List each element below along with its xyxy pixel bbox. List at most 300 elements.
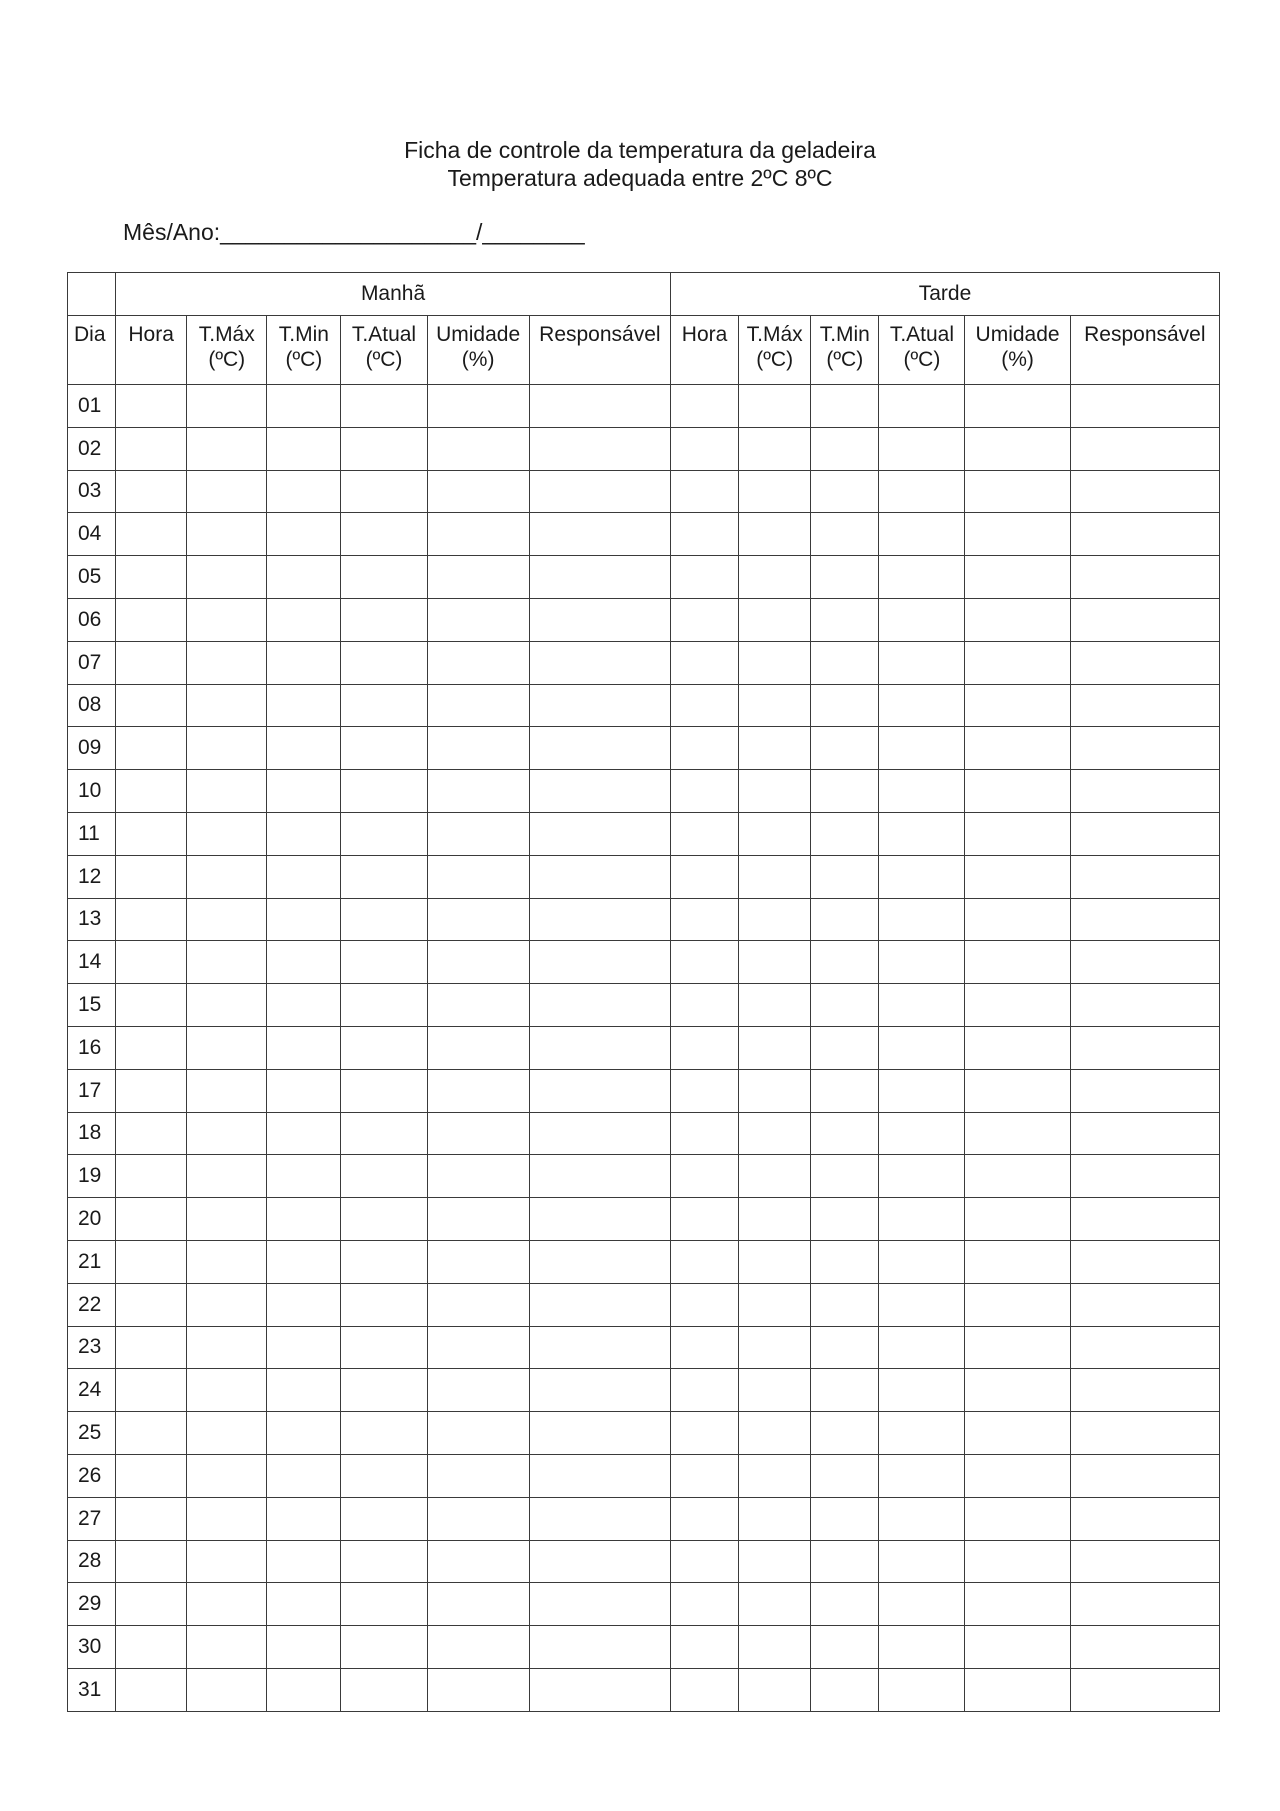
entry-cell-t-atual-manha[interactable]: [341, 513, 427, 556]
entry-cell-t-atual-manha[interactable]: [341, 641, 427, 684]
entry-cell-t-min-manha[interactable]: [267, 641, 341, 684]
entry-cell-umidade-manha[interactable]: [427, 727, 529, 770]
entry-cell-hora-manha[interactable]: [116, 812, 187, 855]
entry-cell-t-min-tarde[interactable]: [811, 1326, 879, 1369]
entry-cell-t-max-tarde[interactable]: [739, 1326, 811, 1369]
entry-cell-t-min-tarde[interactable]: [811, 770, 879, 813]
entry-cell-responsavel-tarde[interactable]: [1070, 770, 1219, 813]
entry-cell-t-max-tarde[interactable]: [739, 984, 811, 1027]
entry-cell-t-max-tarde[interactable]: [739, 1540, 811, 1583]
entry-cell-umidade-tarde[interactable]: [965, 812, 1070, 855]
entry-cell-hora-manha[interactable]: [116, 1155, 187, 1198]
entry-cell-t-max-manha[interactable]: [187, 941, 267, 984]
entry-cell-hora-manha[interactable]: [116, 770, 187, 813]
entry-cell-t-max-manha[interactable]: [187, 470, 267, 513]
entry-cell-hora-manha[interactable]: [116, 1112, 187, 1155]
entry-cell-hora-tarde[interactable]: [671, 513, 739, 556]
entry-cell-t-min-tarde[interactable]: [811, 427, 879, 470]
entry-cell-responsavel-tarde[interactable]: [1070, 598, 1219, 641]
entry-cell-t-min-manha[interactable]: [267, 1112, 341, 1155]
entry-cell-t-atual-manha[interactable]: [341, 1497, 427, 1540]
entry-cell-t-atual-tarde[interactable]: [879, 470, 965, 513]
entry-cell-t-max-manha[interactable]: [187, 1026, 267, 1069]
entry-cell-t-min-tarde[interactable]: [811, 684, 879, 727]
entry-cell-responsavel-tarde[interactable]: [1070, 727, 1219, 770]
entry-cell-t-min-manha[interactable]: [267, 1155, 341, 1198]
entry-cell-t-min-tarde[interactable]: [811, 1497, 879, 1540]
entry-cell-umidade-tarde[interactable]: [965, 1626, 1070, 1669]
entry-cell-t-min-tarde[interactable]: [811, 1369, 879, 1412]
entry-cell-t-max-tarde[interactable]: [739, 641, 811, 684]
entry-cell-t-min-tarde[interactable]: [811, 1026, 879, 1069]
entry-cell-umidade-tarde[interactable]: [965, 1369, 1070, 1412]
entry-cell-t-max-manha[interactable]: [187, 1283, 267, 1326]
entry-cell-umidade-manha[interactable]: [427, 941, 529, 984]
entry-cell-responsavel-manha[interactable]: [529, 1240, 670, 1283]
entry-cell-t-min-tarde[interactable]: [811, 1155, 879, 1198]
entry-cell-t-atual-tarde[interactable]: [879, 1326, 965, 1369]
entry-cell-t-max-manha[interactable]: [187, 1369, 267, 1412]
entry-cell-t-min-tarde[interactable]: [811, 470, 879, 513]
entry-cell-t-max-manha[interactable]: [187, 812, 267, 855]
entry-cell-hora-tarde[interactable]: [671, 641, 739, 684]
entry-cell-umidade-manha[interactable]: [427, 427, 529, 470]
entry-cell-umidade-manha[interactable]: [427, 855, 529, 898]
entry-cell-t-min-manha[interactable]: [267, 513, 341, 556]
entry-cell-hora-manha[interactable]: [116, 1240, 187, 1283]
entry-cell-t-min-tarde[interactable]: [811, 1069, 879, 1112]
entry-cell-t-atual-manha[interactable]: [341, 727, 427, 770]
entry-cell-hora-tarde[interactable]: [671, 1240, 739, 1283]
entry-cell-t-min-tarde[interactable]: [811, 812, 879, 855]
entry-cell-t-atual-tarde[interactable]: [879, 556, 965, 599]
entry-cell-responsavel-manha[interactable]: [529, 1412, 670, 1455]
entry-cell-hora-manha[interactable]: [116, 513, 187, 556]
entry-cell-hora-manha[interactable]: [116, 1497, 187, 1540]
entry-cell-t-min-tarde[interactable]: [811, 385, 879, 428]
entry-cell-responsavel-manha[interactable]: [529, 1583, 670, 1626]
entry-cell-umidade-tarde[interactable]: [965, 1497, 1070, 1540]
entry-cell-umidade-tarde[interactable]: [965, 855, 1070, 898]
entry-cell-hora-manha[interactable]: [116, 984, 187, 1027]
entry-cell-t-min-manha[interactable]: [267, 427, 341, 470]
entry-cell-umidade-tarde[interactable]: [965, 1412, 1070, 1455]
entry-cell-hora-tarde[interactable]: [671, 427, 739, 470]
entry-cell-t-min-manha[interactable]: [267, 598, 341, 641]
entry-cell-responsavel-tarde[interactable]: [1070, 1540, 1219, 1583]
entry-cell-hora-manha[interactable]: [116, 1283, 187, 1326]
entry-cell-responsavel-manha[interactable]: [529, 598, 670, 641]
entry-cell-hora-tarde[interactable]: [671, 1155, 739, 1198]
entry-cell-t-max-manha[interactable]: [187, 641, 267, 684]
entry-cell-responsavel-manha[interactable]: [529, 1155, 670, 1198]
entry-cell-umidade-tarde[interactable]: [965, 1155, 1070, 1198]
entry-cell-umidade-manha[interactable]: [427, 556, 529, 599]
entry-cell-t-min-manha[interactable]: [267, 727, 341, 770]
entry-cell-t-atual-manha[interactable]: [341, 1668, 427, 1711]
entry-cell-responsavel-manha[interactable]: [529, 941, 670, 984]
entry-cell-t-max-tarde[interactable]: [739, 1283, 811, 1326]
entry-cell-responsavel-manha[interactable]: [529, 556, 670, 599]
entry-cell-hora-manha[interactable]: [116, 385, 187, 428]
entry-cell-t-max-tarde[interactable]: [739, 470, 811, 513]
entry-cell-t-atual-manha[interactable]: [341, 385, 427, 428]
entry-cell-umidade-manha[interactable]: [427, 470, 529, 513]
entry-cell-umidade-tarde[interactable]: [965, 1540, 1070, 1583]
entry-cell-hora-tarde[interactable]: [671, 812, 739, 855]
entry-cell-t-max-manha[interactable]: [187, 1540, 267, 1583]
entry-cell-umidade-manha[interactable]: [427, 1326, 529, 1369]
entry-cell-hora-manha[interactable]: [116, 1583, 187, 1626]
entry-cell-t-max-manha[interactable]: [187, 1069, 267, 1112]
entry-cell-responsavel-tarde[interactable]: [1070, 898, 1219, 941]
entry-cell-t-min-tarde[interactable]: [811, 1240, 879, 1283]
entry-cell-t-max-tarde[interactable]: [739, 598, 811, 641]
entry-cell-t-min-tarde[interactable]: [811, 1412, 879, 1455]
entry-cell-t-max-manha[interactable]: [187, 427, 267, 470]
entry-cell-t-max-manha[interactable]: [187, 1497, 267, 1540]
entry-cell-t-atual-tarde[interactable]: [879, 1283, 965, 1326]
entry-cell-responsavel-tarde[interactable]: [1070, 941, 1219, 984]
entry-cell-t-atual-tarde[interactable]: [879, 727, 965, 770]
entry-cell-responsavel-tarde[interactable]: [1070, 1626, 1219, 1669]
entry-cell-responsavel-manha[interactable]: [529, 1069, 670, 1112]
entry-cell-umidade-tarde[interactable]: [965, 385, 1070, 428]
entry-cell-umidade-manha[interactable]: [427, 1283, 529, 1326]
entry-cell-umidade-manha[interactable]: [427, 1369, 529, 1412]
entry-cell-umidade-tarde[interactable]: [965, 470, 1070, 513]
entry-cell-umidade-manha[interactable]: [427, 385, 529, 428]
entry-cell-t-max-manha[interactable]: [187, 770, 267, 813]
entry-cell-hora-tarde[interactable]: [671, 727, 739, 770]
entry-cell-umidade-manha[interactable]: [427, 1240, 529, 1283]
entry-cell-responsavel-manha[interactable]: [529, 1626, 670, 1669]
entry-cell-t-min-manha[interactable]: [267, 1454, 341, 1497]
entry-cell-hora-manha[interactable]: [116, 727, 187, 770]
entry-cell-t-max-tarde[interactable]: [739, 770, 811, 813]
entry-cell-t-atual-tarde[interactable]: [879, 598, 965, 641]
entry-cell-t-min-tarde[interactable]: [811, 641, 879, 684]
entry-cell-hora-tarde[interactable]: [671, 1583, 739, 1626]
entry-cell-hora-tarde[interactable]: [671, 1198, 739, 1241]
entry-cell-t-max-manha[interactable]: [187, 1668, 267, 1711]
entry-cell-hora-tarde[interactable]: [671, 1454, 739, 1497]
entry-cell-t-atual-tarde[interactable]: [879, 684, 965, 727]
entry-cell-t-max-manha[interactable]: [187, 385, 267, 428]
entry-cell-umidade-manha[interactable]: [427, 641, 529, 684]
entry-cell-t-atual-tarde[interactable]: [879, 427, 965, 470]
entry-cell-t-min-manha[interactable]: [267, 984, 341, 1027]
entry-cell-responsavel-manha[interactable]: [529, 427, 670, 470]
entry-cell-t-atual-manha[interactable]: [341, 1155, 427, 1198]
entry-cell-t-atual-tarde[interactable]: [879, 1583, 965, 1626]
entry-cell-responsavel-tarde[interactable]: [1070, 1454, 1219, 1497]
entry-cell-t-atual-manha[interactable]: [341, 898, 427, 941]
entry-cell-umidade-manha[interactable]: [427, 1454, 529, 1497]
entry-cell-umidade-tarde[interactable]: [965, 1198, 1070, 1241]
entry-cell-umidade-tarde[interactable]: [965, 727, 1070, 770]
entry-cell-hora-tarde[interactable]: [671, 470, 739, 513]
entry-cell-umidade-tarde[interactable]: [965, 1326, 1070, 1369]
entry-cell-umidade-tarde[interactable]: [965, 513, 1070, 556]
entry-cell-umidade-manha[interactable]: [427, 684, 529, 727]
entry-cell-responsavel-manha[interactable]: [529, 1112, 670, 1155]
entry-cell-t-atual-manha[interactable]: [341, 812, 427, 855]
entry-cell-hora-manha[interactable]: [116, 1668, 187, 1711]
entry-cell-umidade-manha[interactable]: [427, 770, 529, 813]
entry-cell-umidade-manha[interactable]: [427, 598, 529, 641]
entry-cell-t-min-tarde[interactable]: [811, 1454, 879, 1497]
entry-cell-responsavel-manha[interactable]: [529, 855, 670, 898]
entry-cell-umidade-manha[interactable]: [427, 1069, 529, 1112]
entry-cell-t-max-tarde[interactable]: [739, 855, 811, 898]
entry-cell-t-min-manha[interactable]: [267, 684, 341, 727]
entry-cell-responsavel-tarde[interactable]: [1070, 1326, 1219, 1369]
entry-cell-responsavel-manha[interactable]: [529, 641, 670, 684]
entry-cell-t-max-tarde[interactable]: [739, 1668, 811, 1711]
entry-cell-t-atual-manha[interactable]: [341, 984, 427, 1027]
entry-cell-responsavel-manha[interactable]: [529, 1497, 670, 1540]
entry-cell-umidade-tarde[interactable]: [965, 598, 1070, 641]
entry-cell-t-atual-tarde[interactable]: [879, 1069, 965, 1112]
entry-cell-t-min-tarde[interactable]: [811, 727, 879, 770]
entry-cell-t-atual-tarde[interactable]: [879, 855, 965, 898]
entry-cell-t-max-tarde[interactable]: [739, 1026, 811, 1069]
entry-cell-hora-tarde[interactable]: [671, 1369, 739, 1412]
entry-cell-t-atual-manha[interactable]: [341, 470, 427, 513]
entry-cell-t-max-tarde[interactable]: [739, 427, 811, 470]
entry-cell-hora-manha[interactable]: [116, 470, 187, 513]
entry-cell-hora-tarde[interactable]: [671, 556, 739, 599]
entry-cell-t-min-manha[interactable]: [267, 385, 341, 428]
entry-cell-t-min-manha[interactable]: [267, 812, 341, 855]
entry-cell-responsavel-tarde[interactable]: [1070, 1240, 1219, 1283]
entry-cell-hora-tarde[interactable]: [671, 385, 739, 428]
entry-cell-hora-manha[interactable]: [116, 556, 187, 599]
entry-cell-hora-manha[interactable]: [116, 1626, 187, 1669]
entry-cell-t-atual-manha[interactable]: [341, 1283, 427, 1326]
entry-cell-t-min-tarde[interactable]: [811, 598, 879, 641]
entry-cell-hora-manha[interactable]: [116, 641, 187, 684]
entry-cell-umidade-manha[interactable]: [427, 984, 529, 1027]
entry-cell-hora-tarde[interactable]: [671, 1540, 739, 1583]
entry-cell-umidade-manha[interactable]: [427, 812, 529, 855]
entry-cell-t-atual-tarde[interactable]: [879, 1412, 965, 1455]
entry-cell-responsavel-tarde[interactable]: [1070, 855, 1219, 898]
entry-cell-t-min-manha[interactable]: [267, 770, 341, 813]
entry-cell-t-atual-tarde[interactable]: [879, 1112, 965, 1155]
entry-cell-t-max-manha[interactable]: [187, 898, 267, 941]
entry-cell-umidade-tarde[interactable]: [965, 770, 1070, 813]
entry-cell-responsavel-tarde[interactable]: [1070, 641, 1219, 684]
entry-cell-t-atual-tarde[interactable]: [879, 941, 965, 984]
entry-cell-responsavel-tarde[interactable]: [1070, 470, 1219, 513]
entry-cell-t-atual-tarde[interactable]: [879, 1026, 965, 1069]
entry-cell-umidade-tarde[interactable]: [965, 1112, 1070, 1155]
entry-cell-umidade-tarde[interactable]: [965, 1283, 1070, 1326]
entry-cell-t-max-manha[interactable]: [187, 1240, 267, 1283]
entry-cell-responsavel-manha[interactable]: [529, 1454, 670, 1497]
entry-cell-t-max-tarde[interactable]: [739, 684, 811, 727]
entry-cell-t-atual-tarde[interactable]: [879, 1369, 965, 1412]
entry-cell-hora-tarde[interactable]: [671, 1326, 739, 1369]
entry-cell-t-min-manha[interactable]: [267, 1497, 341, 1540]
entry-cell-umidade-manha[interactable]: [427, 1626, 529, 1669]
entry-cell-t-min-tarde[interactable]: [811, 984, 879, 1027]
entry-cell-t-min-manha[interactable]: [267, 1283, 341, 1326]
entry-cell-t-atual-manha[interactable]: [341, 598, 427, 641]
entry-cell-t-min-manha[interactable]: [267, 1626, 341, 1669]
entry-cell-t-max-manha[interactable]: [187, 984, 267, 1027]
entry-cell-t-max-tarde[interactable]: [739, 1412, 811, 1455]
entry-cell-umidade-tarde[interactable]: [965, 1240, 1070, 1283]
entry-cell-responsavel-manha[interactable]: [529, 1198, 670, 1241]
entry-cell-hora-tarde[interactable]: [671, 855, 739, 898]
entry-cell-t-atual-manha[interactable]: [341, 1454, 427, 1497]
entry-cell-t-atual-manha[interactable]: [341, 684, 427, 727]
entry-cell-t-max-tarde[interactable]: [739, 513, 811, 556]
entry-cell-responsavel-manha[interactable]: [529, 770, 670, 813]
entry-cell-hora-manha[interactable]: [116, 1412, 187, 1455]
entry-cell-t-max-tarde[interactable]: [739, 898, 811, 941]
entry-cell-umidade-tarde[interactable]: [965, 684, 1070, 727]
entry-cell-t-atual-manha[interactable]: [341, 1326, 427, 1369]
entry-cell-responsavel-tarde[interactable]: [1070, 1069, 1219, 1112]
entry-cell-responsavel-tarde[interactable]: [1070, 1668, 1219, 1711]
entry-cell-umidade-manha[interactable]: [427, 1198, 529, 1241]
entry-cell-umidade-manha[interactable]: [427, 1668, 529, 1711]
entry-cell-t-max-tarde[interactable]: [739, 1155, 811, 1198]
entry-cell-hora-manha[interactable]: [116, 855, 187, 898]
entry-cell-responsavel-tarde[interactable]: [1070, 684, 1219, 727]
entry-cell-t-max-manha[interactable]: [187, 598, 267, 641]
entry-cell-umidade-tarde[interactable]: [965, 1668, 1070, 1711]
entry-cell-hora-manha[interactable]: [116, 1369, 187, 1412]
entry-cell-umidade-manha[interactable]: [427, 1026, 529, 1069]
entry-cell-hora-tarde[interactable]: [671, 1412, 739, 1455]
entry-cell-hora-tarde[interactable]: [671, 684, 739, 727]
entry-cell-umidade-tarde[interactable]: [965, 641, 1070, 684]
entry-cell-t-atual-tarde[interactable]: [879, 385, 965, 428]
entry-cell-umidade-manha[interactable]: [427, 1583, 529, 1626]
entry-cell-t-atual-tarde[interactable]: [879, 513, 965, 556]
entry-cell-responsavel-tarde[interactable]: [1070, 385, 1219, 428]
entry-cell-t-min-tarde[interactable]: [811, 898, 879, 941]
entry-cell-t-atual-tarde[interactable]: [879, 1454, 965, 1497]
entry-cell-t-min-manha[interactable]: [267, 1369, 341, 1412]
entry-cell-t-atual-tarde[interactable]: [879, 898, 965, 941]
entry-cell-responsavel-manha[interactable]: [529, 385, 670, 428]
entry-cell-umidade-tarde[interactable]: [965, 1583, 1070, 1626]
entry-cell-umidade-tarde[interactable]: [965, 941, 1070, 984]
entry-cell-t-min-tarde[interactable]: [811, 1540, 879, 1583]
entry-cell-umidade-tarde[interactable]: [965, 898, 1070, 941]
entry-cell-t-atual-tarde[interactable]: [879, 1240, 965, 1283]
entry-cell-responsavel-tarde[interactable]: [1070, 556, 1219, 599]
entry-cell-responsavel-tarde[interactable]: [1070, 1369, 1219, 1412]
entry-cell-responsavel-manha[interactable]: [529, 1369, 670, 1412]
entry-cell-t-atual-manha[interactable]: [341, 1198, 427, 1241]
entry-cell-umidade-manha[interactable]: [427, 1155, 529, 1198]
entry-cell-t-min-tarde[interactable]: [811, 556, 879, 599]
entry-cell-t-atual-tarde[interactable]: [879, 770, 965, 813]
entry-cell-t-max-tarde[interactable]: [739, 385, 811, 428]
entry-cell-t-min-manha[interactable]: [267, 1326, 341, 1369]
entry-cell-hora-tarde[interactable]: [671, 898, 739, 941]
entry-cell-t-max-manha[interactable]: [187, 727, 267, 770]
entry-cell-t-atual-tarde[interactable]: [879, 812, 965, 855]
entry-cell-responsavel-manha[interactable]: [529, 984, 670, 1027]
entry-cell-responsavel-tarde[interactable]: [1070, 1497, 1219, 1540]
entry-cell-t-atual-manha[interactable]: [341, 1583, 427, 1626]
entry-cell-hora-manha[interactable]: [116, 1198, 187, 1241]
entry-cell-hora-manha[interactable]: [116, 898, 187, 941]
entry-cell-t-atual-manha[interactable]: [341, 1412, 427, 1455]
entry-cell-responsavel-tarde[interactable]: [1070, 513, 1219, 556]
entry-cell-t-max-tarde[interactable]: [739, 1112, 811, 1155]
entry-cell-t-max-tarde[interactable]: [739, 1198, 811, 1241]
entry-cell-t-atual-tarde[interactable]: [879, 1540, 965, 1583]
entry-cell-responsavel-manha[interactable]: [529, 1026, 670, 1069]
entry-cell-t-max-tarde[interactable]: [739, 727, 811, 770]
entry-cell-t-max-tarde[interactable]: [739, 812, 811, 855]
entry-cell-umidade-tarde[interactable]: [965, 1454, 1070, 1497]
entry-cell-hora-tarde[interactable]: [671, 941, 739, 984]
entry-cell-t-atual-tarde[interactable]: [879, 1497, 965, 1540]
entry-cell-t-atual-manha[interactable]: [341, 1369, 427, 1412]
entry-cell-t-min-tarde[interactable]: [811, 1583, 879, 1626]
entry-cell-responsavel-tarde[interactable]: [1070, 812, 1219, 855]
entry-cell-t-atual-manha[interactable]: [341, 1540, 427, 1583]
entry-cell-t-atual-manha[interactable]: [341, 770, 427, 813]
entry-cell-t-min-tarde[interactable]: [811, 855, 879, 898]
entry-cell-hora-tarde[interactable]: [671, 1497, 739, 1540]
entry-cell-t-atual-manha[interactable]: [341, 1026, 427, 1069]
entry-cell-t-max-manha[interactable]: [187, 1155, 267, 1198]
entry-cell-t-max-tarde[interactable]: [739, 1454, 811, 1497]
entry-cell-hora-manha[interactable]: [116, 1326, 187, 1369]
entry-cell-responsavel-tarde[interactable]: [1070, 1026, 1219, 1069]
entry-cell-responsavel-manha[interactable]: [529, 812, 670, 855]
entry-cell-responsavel-manha[interactable]: [529, 1326, 670, 1369]
entry-cell-umidade-manha[interactable]: [427, 513, 529, 556]
entry-cell-t-max-manha[interactable]: [187, 1412, 267, 1455]
entry-cell-hora-tarde[interactable]: [671, 770, 739, 813]
entry-cell-t-max-manha[interactable]: [187, 1583, 267, 1626]
entry-cell-t-max-manha[interactable]: [187, 513, 267, 556]
entry-cell-umidade-tarde[interactable]: [965, 984, 1070, 1027]
entry-cell-t-atual-manha[interactable]: [341, 1069, 427, 1112]
entry-cell-t-max-tarde[interactable]: [739, 556, 811, 599]
entry-cell-t-atual-manha[interactable]: [341, 427, 427, 470]
entry-cell-t-atual-tarde[interactable]: [879, 984, 965, 1027]
entry-cell-responsavel-tarde[interactable]: [1070, 1198, 1219, 1241]
entry-cell-t-max-tarde[interactable]: [739, 1626, 811, 1669]
entry-cell-t-max-tarde[interactable]: [739, 941, 811, 984]
entry-cell-umidade-manha[interactable]: [427, 898, 529, 941]
entry-cell-responsavel-manha[interactable]: [529, 1540, 670, 1583]
entry-cell-t-atual-tarde[interactable]: [879, 1668, 965, 1711]
entry-cell-t-min-tarde[interactable]: [811, 1668, 879, 1711]
entry-cell-t-max-manha[interactable]: [187, 1454, 267, 1497]
entry-cell-umidade-tarde[interactable]: [965, 1026, 1070, 1069]
entry-cell-t-min-tarde[interactable]: [811, 941, 879, 984]
entry-cell-t-atual-tarde[interactable]: [879, 1155, 965, 1198]
entry-cell-t-atual-manha[interactable]: [341, 1112, 427, 1155]
entry-cell-t-min-manha[interactable]: [267, 1198, 341, 1241]
entry-cell-t-min-tarde[interactable]: [811, 513, 879, 556]
entry-cell-umidade-tarde[interactable]: [965, 556, 1070, 599]
